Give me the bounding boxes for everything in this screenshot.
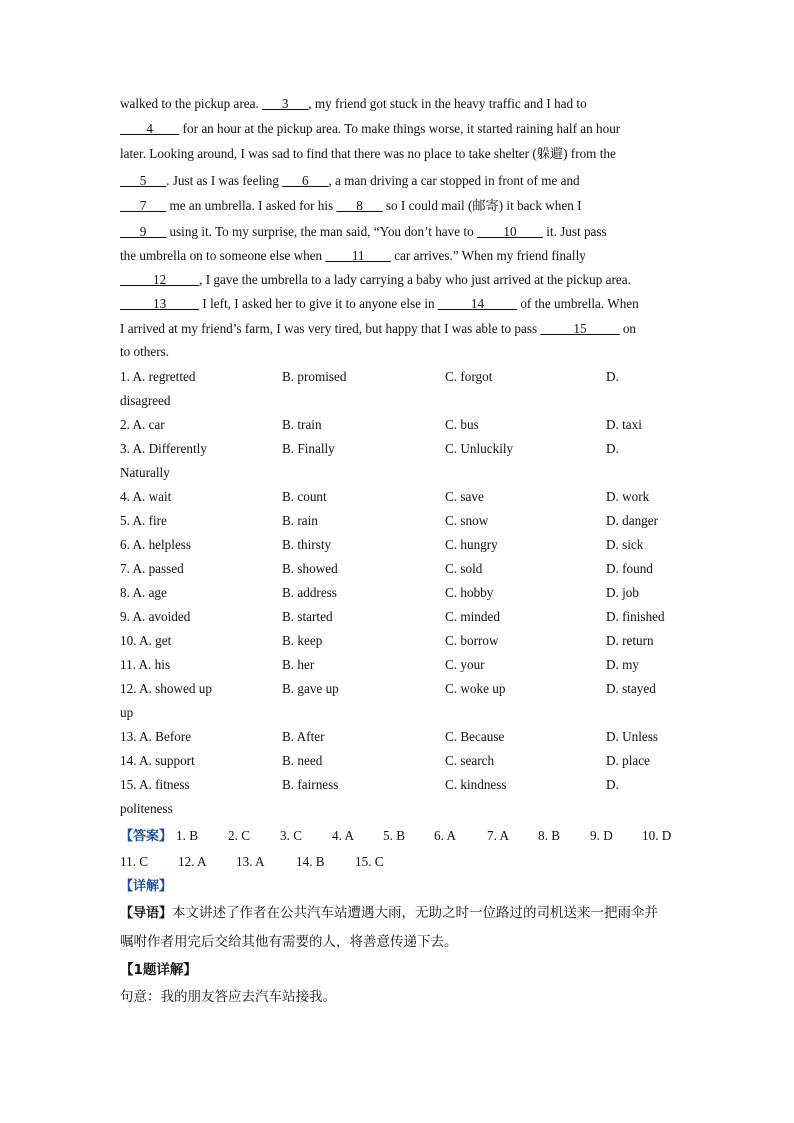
option-7-b: B. showed bbox=[282, 561, 338, 576]
intro-text: 本文讲述了作者在公共汽车站遭遇大雨，无助之时一位路过的司机送来一把雨伞并 bbox=[172, 905, 659, 921]
passage-line-4 bbox=[120, 173, 580, 189]
answer-item: 14. B bbox=[296, 854, 325, 869]
answer-item: 12. A bbox=[178, 854, 207, 869]
blank-14: _____14_____ bbox=[437, 296, 518, 311]
text: , my friend got stuck in the heavy traffic and I had to bbox=[308, 96, 587, 111]
blank-12: _____12_____ bbox=[120, 272, 200, 287]
option-1-b: B. promised bbox=[282, 369, 347, 384]
answer-item: 8. B bbox=[538, 828, 560, 843]
option-7-c: C. sold bbox=[445, 561, 483, 576]
passage-line-8 bbox=[120, 272, 631, 288]
answer-item: 6. A bbox=[434, 828, 456, 843]
option-3-c: C. Unluckily bbox=[445, 441, 514, 456]
passage-line-3: later. Looking around, I was sad to find that there was no place to take shelter (躲避) from the bbox=[120, 146, 616, 161]
text: the umbrella on to someone else when bbox=[120, 248, 326, 263]
text: so I could mail (邮寄) it back when I bbox=[382, 198, 582, 213]
q1-label: 【1题详解】 bbox=[120, 962, 197, 978]
answer-item: 9. D bbox=[590, 828, 613, 843]
option-7-a: 7. A. passed bbox=[120, 561, 184, 576]
answer-label bbox=[120, 828, 172, 845]
option-2-d: D. taxi bbox=[606, 417, 642, 432]
blank-11: ____11____ bbox=[325, 248, 391, 263]
option-5-b: B. rain bbox=[282, 513, 318, 528]
q1-text: 句意：我的朋友答应去汽车站接我。 bbox=[120, 989, 336, 1005]
blank-5: ___5___ bbox=[120, 173, 167, 188]
blank-15: _____15_____ bbox=[540, 321, 620, 336]
option-11-a: 11. A. his bbox=[120, 657, 171, 672]
passage-line-1 bbox=[120, 96, 673, 112]
text: . Just as I was feeling bbox=[166, 173, 283, 188]
detail-label bbox=[120, 878, 172, 895]
passage-line-10 bbox=[120, 321, 636, 337]
option-1-a: 1. A. regretted bbox=[120, 369, 196, 384]
option-12-b: B. gave up bbox=[282, 681, 339, 696]
option-2-a: 2. A. car bbox=[120, 417, 165, 432]
option-12-c: C. woke up bbox=[445, 681, 506, 696]
option-6-c: C. hungry bbox=[445, 537, 498, 552]
text: , a man driving a car stopped in front of me and bbox=[328, 173, 580, 188]
text: I arrived at my friend’s farm, I was very tired, but happy that I was able to pass bbox=[120, 321, 541, 336]
option-14-a: 14. A. support bbox=[120, 753, 195, 768]
option-13-c: C. Because bbox=[445, 729, 505, 744]
option-8-b: B. address bbox=[282, 585, 337, 600]
option-11-b: B. her bbox=[282, 657, 315, 672]
option-4-c: C. save bbox=[445, 489, 484, 504]
answer-item: 11. C bbox=[120, 854, 149, 869]
blank-4: ____4____ bbox=[120, 121, 180, 136]
text: , I gave the umbrella to a lady carrying a baby who just arrived at the pickup area. bbox=[199, 272, 631, 287]
option-5-d: D. danger bbox=[606, 513, 658, 528]
intro-line-2: 嘱咐作者用完后交给其他有需要的人，将善意传递下去。 bbox=[120, 934, 458, 950]
answer-item: 5. B bbox=[383, 828, 405, 843]
passage-line-2 bbox=[120, 121, 620, 137]
detail-tag: 【详解】 bbox=[120, 879, 173, 894]
option-8-c: C. hobby bbox=[445, 585, 494, 600]
option-6-a: 6. A. helpless bbox=[120, 537, 192, 552]
blank-13: _____13_____ bbox=[120, 296, 200, 311]
blank-8: ___8___ bbox=[336, 198, 383, 213]
option-14-c: C. search bbox=[445, 753, 495, 768]
blank-3: ___3___ bbox=[262, 96, 309, 111]
option-3-d-wrap: Naturally bbox=[120, 465, 170, 480]
answer-item: 4. A bbox=[332, 828, 354, 843]
option-9-b: B. started bbox=[282, 609, 333, 624]
option-10-c: C. borrow bbox=[445, 633, 499, 648]
option-8-d: D. job bbox=[606, 585, 639, 600]
text: walked to the pickup area. bbox=[120, 96, 263, 111]
blank-6: ___6___ bbox=[282, 173, 329, 188]
option-1-d: D. bbox=[606, 369, 619, 384]
option-5-a: 5. A. fire bbox=[120, 513, 167, 528]
option-11-d: D. my bbox=[606, 657, 639, 672]
option-12-d: D. stayed bbox=[606, 681, 656, 696]
option-15-a: 15. A. fitness bbox=[120, 777, 190, 792]
option-9-c: C. minded bbox=[445, 609, 500, 624]
answer-item: 2. C bbox=[228, 828, 250, 843]
intro-line-1 bbox=[120, 905, 658, 922]
option-2-c: C. bus bbox=[445, 417, 479, 432]
option-9-d: D. finished bbox=[606, 609, 665, 624]
passage-line-9 bbox=[120, 296, 639, 312]
intro-tag: 【导语】 bbox=[120, 906, 173, 921]
option-13-b: B. After bbox=[282, 729, 325, 744]
option-3-d: D. bbox=[606, 441, 619, 456]
option-14-b: B. need bbox=[282, 753, 323, 768]
blank-7: ___7___ bbox=[120, 198, 167, 213]
text: me an umbrella. I asked for his bbox=[166, 198, 337, 213]
option-13-d: D. Unless bbox=[606, 729, 659, 744]
blank-10: ____10____ bbox=[476, 224, 543, 239]
answer-item: 3. C bbox=[280, 828, 302, 843]
option-5-c: C. snow bbox=[445, 513, 489, 528]
answer-tag: 【答案】 bbox=[120, 829, 173, 844]
answer-item: 15. C bbox=[355, 854, 384, 869]
option-14-d: D. place bbox=[606, 753, 650, 768]
option-10-b: B. keep bbox=[282, 633, 323, 648]
option-12-a: 12. A. showed up bbox=[120, 681, 212, 696]
option-3-a: 3. A. Differently bbox=[120, 441, 207, 456]
option-4-d: D. work bbox=[606, 489, 650, 504]
option-2-b: B. train bbox=[282, 417, 322, 432]
text: of the umbrella. When bbox=[517, 296, 639, 311]
passage-line-5 bbox=[120, 198, 581, 214]
option-15-d-wrap: politeness bbox=[120, 801, 173, 816]
passage-line-7 bbox=[120, 248, 586, 264]
passage-line-6 bbox=[120, 224, 607, 240]
option-8-a: 8. A. age bbox=[120, 585, 167, 600]
option-15-c: C. kindness bbox=[445, 777, 507, 792]
option-11-c: C. your bbox=[445, 657, 485, 672]
answer-item: 7. A bbox=[487, 828, 509, 843]
option-4-b: B. count bbox=[282, 489, 327, 504]
text: car arrives.” When my friend finally bbox=[390, 248, 586, 263]
option-13-a: 13. A. Before bbox=[120, 729, 192, 744]
passage-line-11: to others. bbox=[120, 344, 170, 359]
option-10-a: 10. A. get bbox=[120, 633, 172, 648]
option-4-a: 4. A. wait bbox=[120, 489, 172, 504]
answer-item: 10. D bbox=[642, 828, 672, 843]
text: using it. To my surprise, the man said, “You don’t have to bbox=[166, 224, 477, 239]
option-9-a: 9. A. avoided bbox=[120, 609, 191, 624]
option-6-d: D. sick bbox=[606, 537, 644, 552]
text: I left, I asked her to give it to anyone else in bbox=[199, 296, 438, 311]
option-1-d-wrap: disagreed bbox=[120, 393, 171, 408]
text: for an hour at the pickup area. To make things worse, it started raining half an hour bbox=[179, 121, 621, 136]
answer-item: 1. B bbox=[176, 828, 198, 843]
option-7-d: D. found bbox=[606, 561, 653, 576]
option-12-d-wrap: up bbox=[120, 705, 134, 720]
blank-9: ___9___ bbox=[120, 224, 167, 239]
option-15-b: B. fairness bbox=[282, 777, 339, 792]
option-15-d: D. bbox=[606, 777, 619, 792]
option-10-d: D. return bbox=[606, 633, 654, 648]
option-1-c: C. forgot bbox=[445, 369, 493, 384]
text: it. Just pass bbox=[542, 224, 607, 239]
option-3-b: B. Finally bbox=[282, 441, 335, 456]
option-6-b: B. thirsty bbox=[282, 537, 332, 552]
answer-item: 13. A bbox=[236, 854, 265, 869]
text: on bbox=[619, 321, 637, 336]
